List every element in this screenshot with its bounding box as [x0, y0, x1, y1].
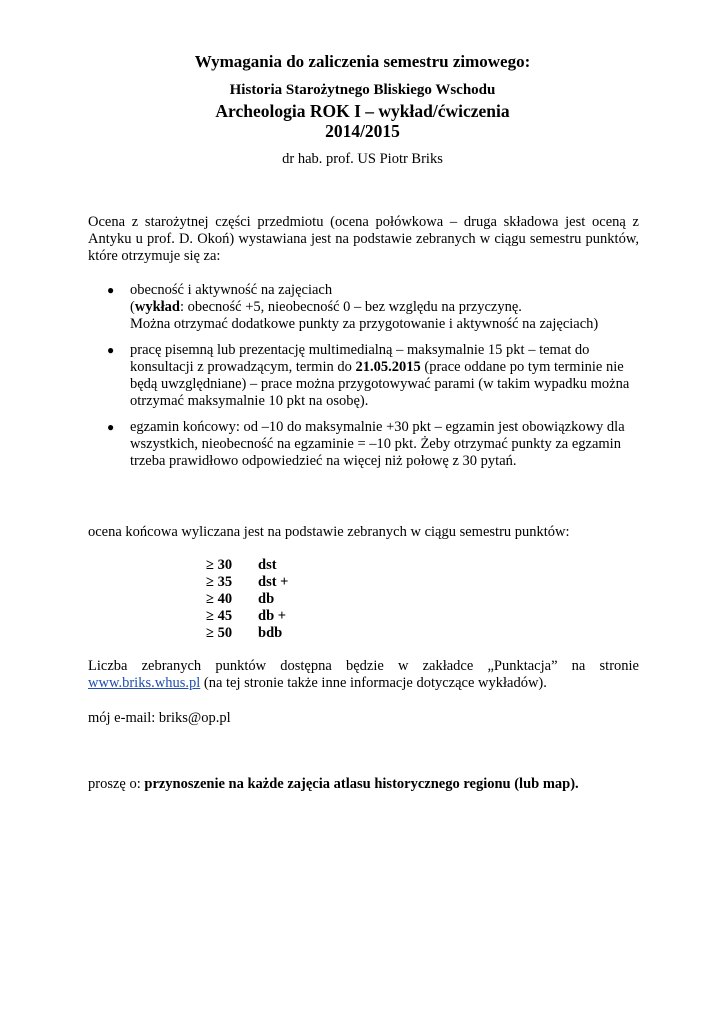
email-contact: mój e-mail: briks@op.pl [88, 710, 231, 726]
request-bold-text: przynoszenie na każde zajęcia atlasu historycznego regionu (lub map). [144, 776, 579, 792]
request-note: proszę o: przynoszenie na każde zajęcia atlasu historycznego regionu (lub map). [88, 776, 579, 792]
course-name: Historia Starożytnego Bliskiego Wschodu [229, 82, 496, 98]
lecture-label: wykład [134, 299, 180, 315]
program-name: Archeologia ROK I – wykład/ćwiczenia [215, 101, 510, 121]
final-grade-text: ocena końcowa wyliczana jest na podstawie zebranych w ciągu semestru punktów: [88, 524, 570, 540]
item-text: konsultacji z prowadzącym, termin do 21.05.2015 (prace oddane po tym terminie nie [130, 359, 624, 375]
grade-threshold: ≥ 40 [206, 591, 233, 607]
document-title: Wymagania do zaliczenia semestru zimowego: [194, 52, 531, 71]
points-line: Liczba zebranych punktów dostępna będzie w zakładce „Punktacja” na stronie [88, 658, 639, 674]
lecturer-name: dr hab. prof. US Piotr Briks [282, 151, 443, 167]
intro-line: Antyku u prof. D. Okoń) wystawiana jest na podstawie zebranych w ciągu semestru punktów, [88, 231, 639, 247]
grade-value: dst [258, 557, 277, 573]
intro-line: które otrzymuje się za: [88, 248, 221, 264]
points-line: www.briks.whus.pl (na tej stronie także inne informacje dotyczące wykładów). [88, 675, 547, 691]
grade-threshold: ≥ 30 [206, 557, 233, 573]
grade-row [206, 591, 288, 608]
bullet-icon: ● [107, 420, 115, 434]
grade-threshold: ≥ 45 [206, 608, 233, 624]
grade-value: db [258, 591, 275, 607]
points-info-paragraph [88, 658, 639, 692]
item-text: (wykład: obecność +5, nieobecność 0 – bez względu na przyczynę. [130, 299, 522, 315]
bullet-icon: ● [107, 283, 115, 297]
grade-row [206, 574, 288, 591]
item-text: Można otrzymać dodatkowe punkty za przygotowanie i aktywność na zajęciach) [130, 316, 599, 332]
intro-paragraph [88, 214, 639, 265]
item-text: będą uwzględniane) – prace można przygotowywać parami (w takim wypadku można [130, 376, 630, 392]
deadline-date: 21.05.2015 [355, 359, 421, 375]
list-item-written-work [88, 342, 648, 410]
grade-value: dst + [258, 574, 289, 590]
item-text: wszystkich, nieobecność na egzaminie = –10 pkt. Żeby otrzymać punkty za egzamin [130, 436, 621, 452]
academic-year: 2014/2015 [325, 121, 400, 141]
bullet-icon: ● [107, 343, 115, 357]
item-text: trzeba prawidłowo odpowiedzieć na więcej niż połowę z 30 pytań. [130, 453, 517, 469]
item-text: pracę pisemną lub prezentację multimedialną – maksymalnie 15 pkt – temat do [130, 342, 590, 358]
grade-row [206, 625, 288, 642]
intro-line: Ocena z starożytnej części przedmiotu (ocena połówkowa – druga składowa jest oceną z [88, 214, 639, 230]
grade-value: db + [258, 608, 287, 624]
website-link[interactable]: www.briks.whus.pl [88, 675, 201, 691]
item-text: obecność i aktywność na zajęciach [130, 282, 333, 298]
item-text: otrzymać maksymalnie 10 pkt na osobę). [130, 393, 369, 409]
grade-scale [206, 557, 288, 642]
grade-row [206, 557, 288, 574]
grade-row [206, 608, 288, 625]
grade-value: bdb [258, 625, 283, 641]
requirements-list [88, 282, 648, 479]
item-text: egzamin końcowy: od –10 do maksymalnie +30 pkt – egzamin jest obowiązkowy dla [130, 419, 625, 435]
list-item-attendance [88, 282, 648, 333]
grade-threshold: ≥ 35 [206, 574, 233, 590]
grade-threshold: ≥ 50 [206, 625, 233, 641]
list-item-exam [88, 419, 648, 470]
